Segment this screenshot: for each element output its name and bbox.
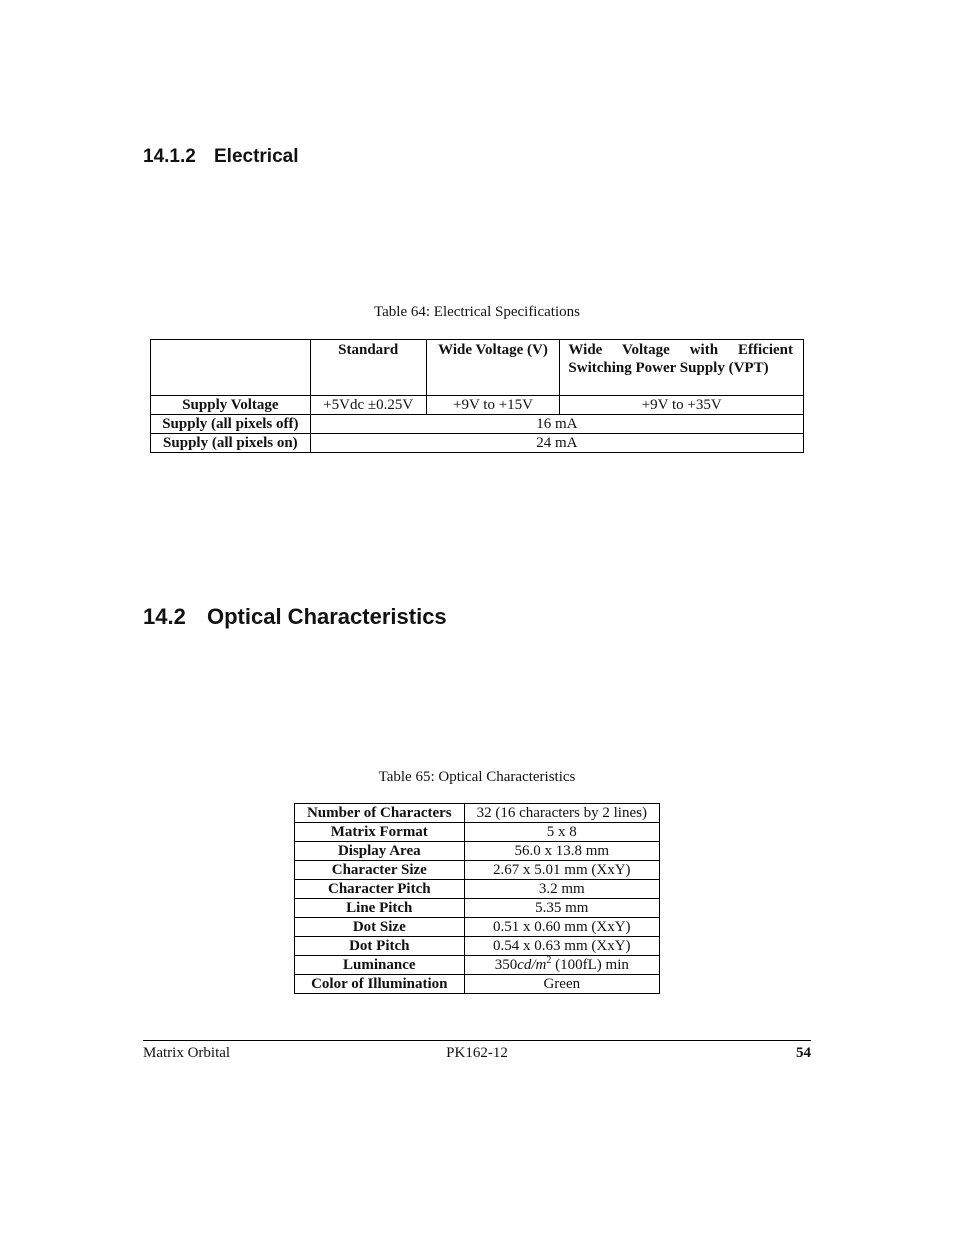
table-row xyxy=(295,880,660,899)
table-64-caption: Table 64: Electrical Specifications xyxy=(374,304,580,320)
footer-divider xyxy=(143,1040,811,1041)
table-row xyxy=(295,861,660,880)
page-number: 54 xyxy=(796,1045,811,1061)
table-cell: 2.67 x 5.01 mm (XxY) xyxy=(464,861,659,880)
section-title: Optical Characteristics xyxy=(207,604,447,629)
row-label: Color of Illumination xyxy=(295,975,465,994)
section-number: 14.2 xyxy=(143,604,186,629)
table-cell: +5Vdc ±0.25V xyxy=(310,396,426,415)
table-cell: 24 mA xyxy=(310,434,803,453)
luminance-suffix: (100fL) min xyxy=(551,957,629,973)
table-cell: 0.54 x 0.63 mm (XxY) xyxy=(464,937,659,956)
row-label: Line Pitch xyxy=(295,899,465,918)
row-label: Supply (all pixels on) xyxy=(151,434,311,453)
footer-model: PK162-12 xyxy=(446,1045,508,1061)
table-row xyxy=(151,396,804,415)
row-label: Character Size xyxy=(295,861,465,880)
row-label: Display Area xyxy=(295,842,465,861)
row-label: Luminance xyxy=(295,956,465,975)
table-row xyxy=(295,975,660,994)
table-cell: 16 mA xyxy=(310,415,803,434)
table-cell: 5.35 mm xyxy=(464,899,659,918)
row-label: Supply (all pixels off) xyxy=(151,415,311,434)
section-heading xyxy=(143,604,447,630)
table-row xyxy=(295,842,660,861)
footer-company: Matrix Orbital xyxy=(143,1045,231,1061)
row-label: Number of Characters xyxy=(295,804,465,823)
table-cell: +9V to +15V xyxy=(426,396,560,415)
table-cell: Green xyxy=(464,975,659,994)
subsection-number: 14.1.2 xyxy=(143,146,196,167)
table-header-row xyxy=(151,340,804,396)
table-row xyxy=(295,937,660,956)
table-row xyxy=(151,415,804,434)
table-header-cell: Wide Voltage with Efficient Switching Power Supply (VPT) xyxy=(560,340,804,396)
table-row xyxy=(295,899,660,918)
table-row xyxy=(295,956,660,975)
table-header-cell: Wide Voltage (V) xyxy=(426,340,560,396)
table-row xyxy=(151,434,804,453)
row-label: Supply Voltage xyxy=(151,396,311,415)
row-label: Dot Size xyxy=(295,918,465,937)
subsection-title: Electrical xyxy=(214,146,299,167)
row-label: Character Pitch xyxy=(295,880,465,899)
table-row xyxy=(295,804,660,823)
electrical-specifications-table xyxy=(150,339,804,453)
table-header-cell xyxy=(151,340,311,396)
table-cell: 32 (16 characters by 2 lines) xyxy=(464,804,659,823)
table-row xyxy=(295,823,660,842)
luminance-number: 350 xyxy=(494,957,518,973)
subsection-heading xyxy=(143,146,299,168)
table-cell: 3.2 mm xyxy=(464,880,659,899)
table-65-caption: Table 65: Optical Characteristics xyxy=(378,769,576,785)
table-header-cell: Standard xyxy=(310,340,426,396)
luminance-cell xyxy=(464,956,659,975)
row-label: Matrix Format xyxy=(295,823,465,842)
luminance-exponent: 2 xyxy=(546,955,552,966)
luminance-unit: cd/m xyxy=(517,957,547,973)
row-label: Dot Pitch xyxy=(295,937,465,956)
table-cell: 56.0 x 13.8 mm xyxy=(464,842,659,861)
table-cell: 0.51 x 0.60 mm (XxY) xyxy=(464,918,659,937)
table-cell: 5 x 8 xyxy=(464,823,659,842)
table-cell: +9V to +35V xyxy=(560,396,804,415)
optical-characteristics-table xyxy=(294,803,660,994)
table-row xyxy=(295,918,660,937)
